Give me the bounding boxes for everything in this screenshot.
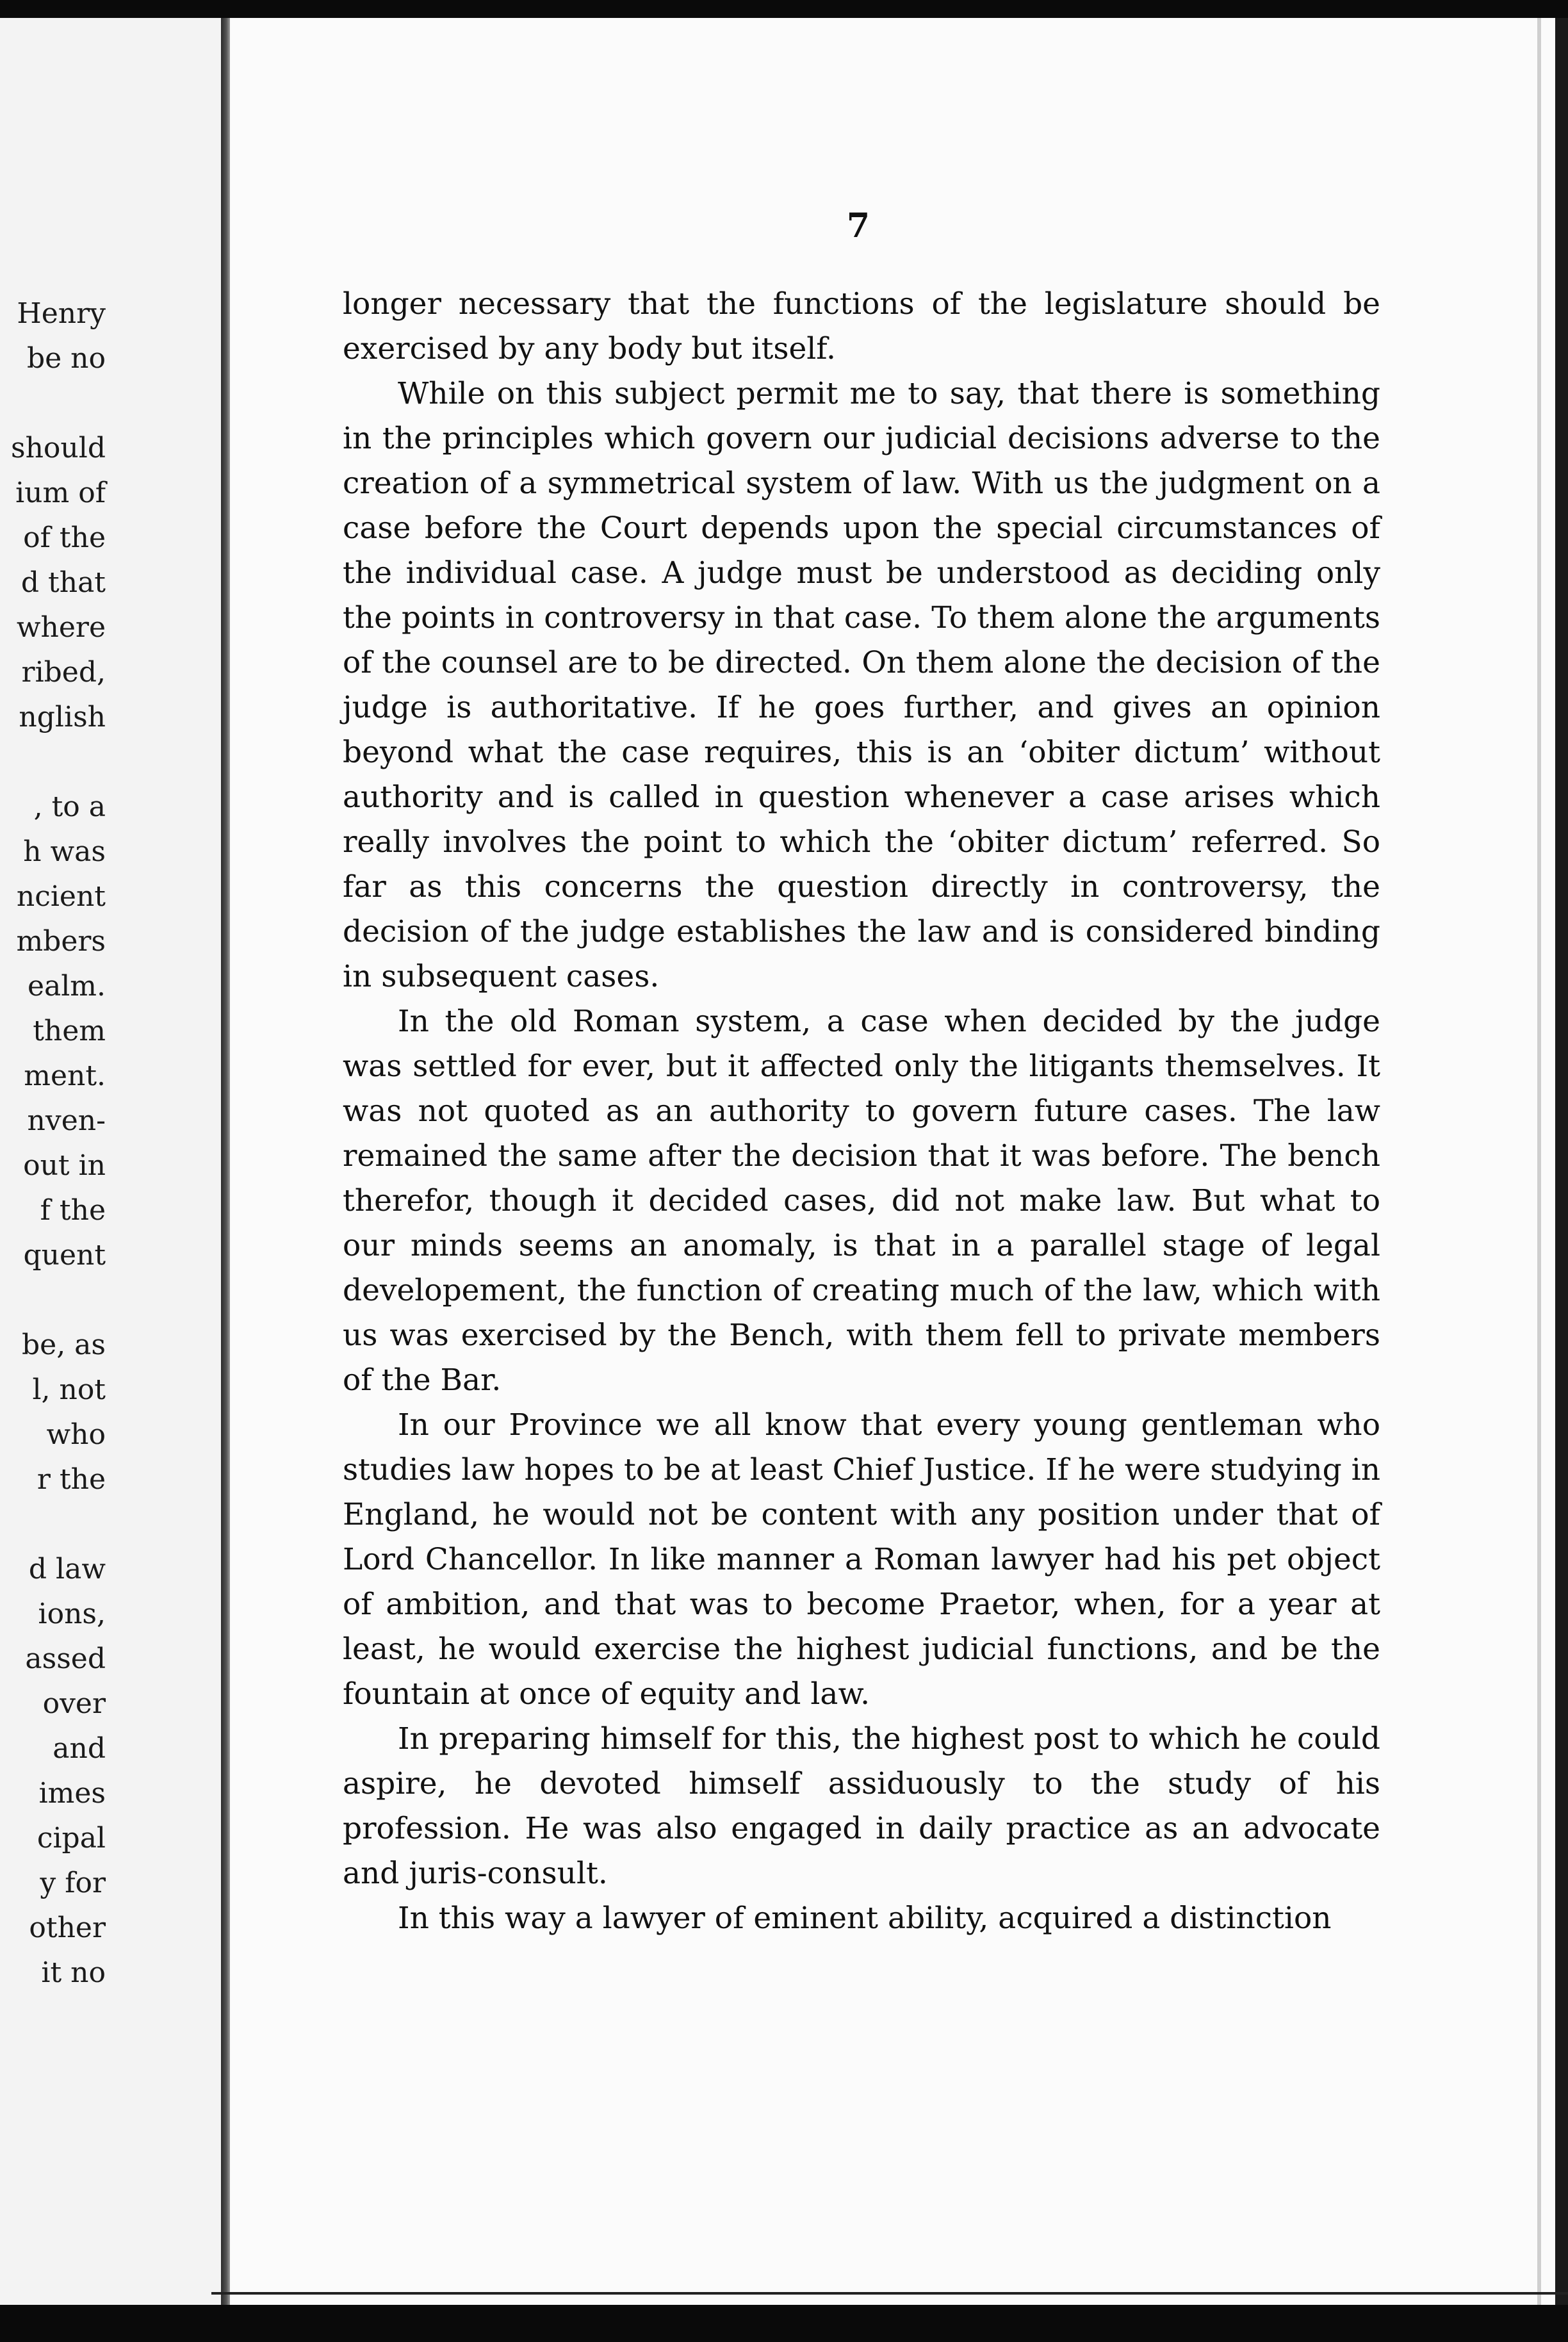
left-fragment: ribed,	[21, 656, 106, 689]
left-page-edge	[0, 18, 221, 2305]
left-fragment: ions,	[38, 1598, 106, 1630]
scan-bottom-border	[0, 2305, 1568, 2342]
left-fragment: l, not	[32, 1373, 106, 1406]
left-fragment: assed	[25, 1642, 106, 1675]
left-fragment: them	[33, 1015, 106, 1047]
left-fragment: ealm.	[27, 970, 106, 1003]
left-fragment: h was	[23, 835, 106, 868]
left-fragment: d that	[20, 566, 106, 599]
left-fragment: r the	[37, 1463, 106, 1496]
page-gutter	[221, 18, 230, 2305]
paragraph: In our Province we all know that every young gentleman who studies law hopes to be at least Chief Justice. If he were studying in England, he would not be content with any position under that of Lord Chancellor. In like manner a Roman lawyer had his pet object of ambition, and that was to become Praetor, when, for a year at least, he would exercise the highest judicial functions, and be the fountain at once of equity and law.	[343, 1407, 1380, 1712]
paragraph: In the old Roman system, a case when decided by the judge was settled for ever, but it affected only the litigants themselves. It was not quoted as an authority to govern future cases. The law remained the same after the decision that it was before. The bench therefor, though it decided cases, did not make law. But what to our minds seems an anomaly, is that in a parallel stage of legal developement, the function of creating much of the law, which with us was exercised by the Bench, with them fell to private members of the Bar.	[343, 1004, 1380, 1398]
page-number: 7	[846, 206, 870, 245]
page-right-margin-line	[1537, 18, 1541, 2305]
left-fragment: nven-	[27, 1104, 106, 1137]
left-fragment: ncient	[16, 880, 106, 913]
left-fragment: be no	[26, 342, 106, 375]
left-fragment: nglish	[19, 701, 106, 733]
left-fragment: and	[53, 1732, 106, 1765]
left-fragment: ment.	[24, 1060, 106, 1092]
left-fragment: imes	[38, 1777, 106, 1810]
left-fragment: Henry	[17, 297, 106, 330]
left-fragment: of the	[23, 521, 106, 554]
left-fragment: it no	[41, 1956, 106, 1989]
left-fragment: be, as	[22, 1329, 106, 1361]
left-fragment: mbers	[16, 925, 106, 958]
left-fragment: should	[11, 432, 106, 464]
left-fragment: out in	[23, 1149, 106, 1182]
left-fragment: cipal	[37, 1822, 106, 1855]
scan-top-border	[0, 0, 1568, 18]
paragraph: longer necessary that the functions of the legislature should be exercised by any body but itself.	[343, 286, 1380, 366]
left-fragment: d law	[28, 1553, 106, 1585]
left-fragment: y for	[40, 1867, 106, 1899]
left-fragment: f the	[40, 1194, 106, 1227]
left-fragment: over	[42, 1687, 106, 1720]
paragraph: In preparing himself for this, the highest post to which he could aspire, he devoted himself assiduously to the study of his profession. He was also engaged in daily practice as an advocate and juris-consult.	[343, 1721, 1380, 1891]
left-fragment: where	[16, 611, 106, 644]
left-fragment: ium of	[15, 477, 106, 509]
page-body	[343, 282, 1380, 1941]
left-fragment: , to a	[33, 790, 106, 823]
paragraph: In this way a lawyer of eminent ability, acquired a distinction	[398, 1901, 1332, 1936]
left-fragment: quent	[23, 1239, 106, 1272]
left-fragment: other	[29, 1912, 106, 1944]
left-fragment: who	[46, 1418, 106, 1451]
page-bottom-edge	[211, 2292, 1568, 2295]
scan-right-border	[1555, 18, 1568, 2305]
paragraph: While on this subject permit me to say, that there is something in the principles which govern our judicial decisions adverse to the creation of a symmetrical system of law. With us the judgment on a case before the Court depends upon the special circumstances of the individual case. A judge must be understood as deciding only the points in controversy in that case. To them alone the arguments of the counsel are to be directed. On them alone the decision of the judge is authoritative. If he goes further, and gives an opinion beyond what the case requires, this is an ‘obiter dictum’ without authority and is called in question whenever a case arises which really involves the point to which the ‘obiter dictum’ referred. So far as this concerns the question directly in controversy, the decision of the judge establishes the law and is considered binding in subsequent cases.	[343, 376, 1380, 994]
